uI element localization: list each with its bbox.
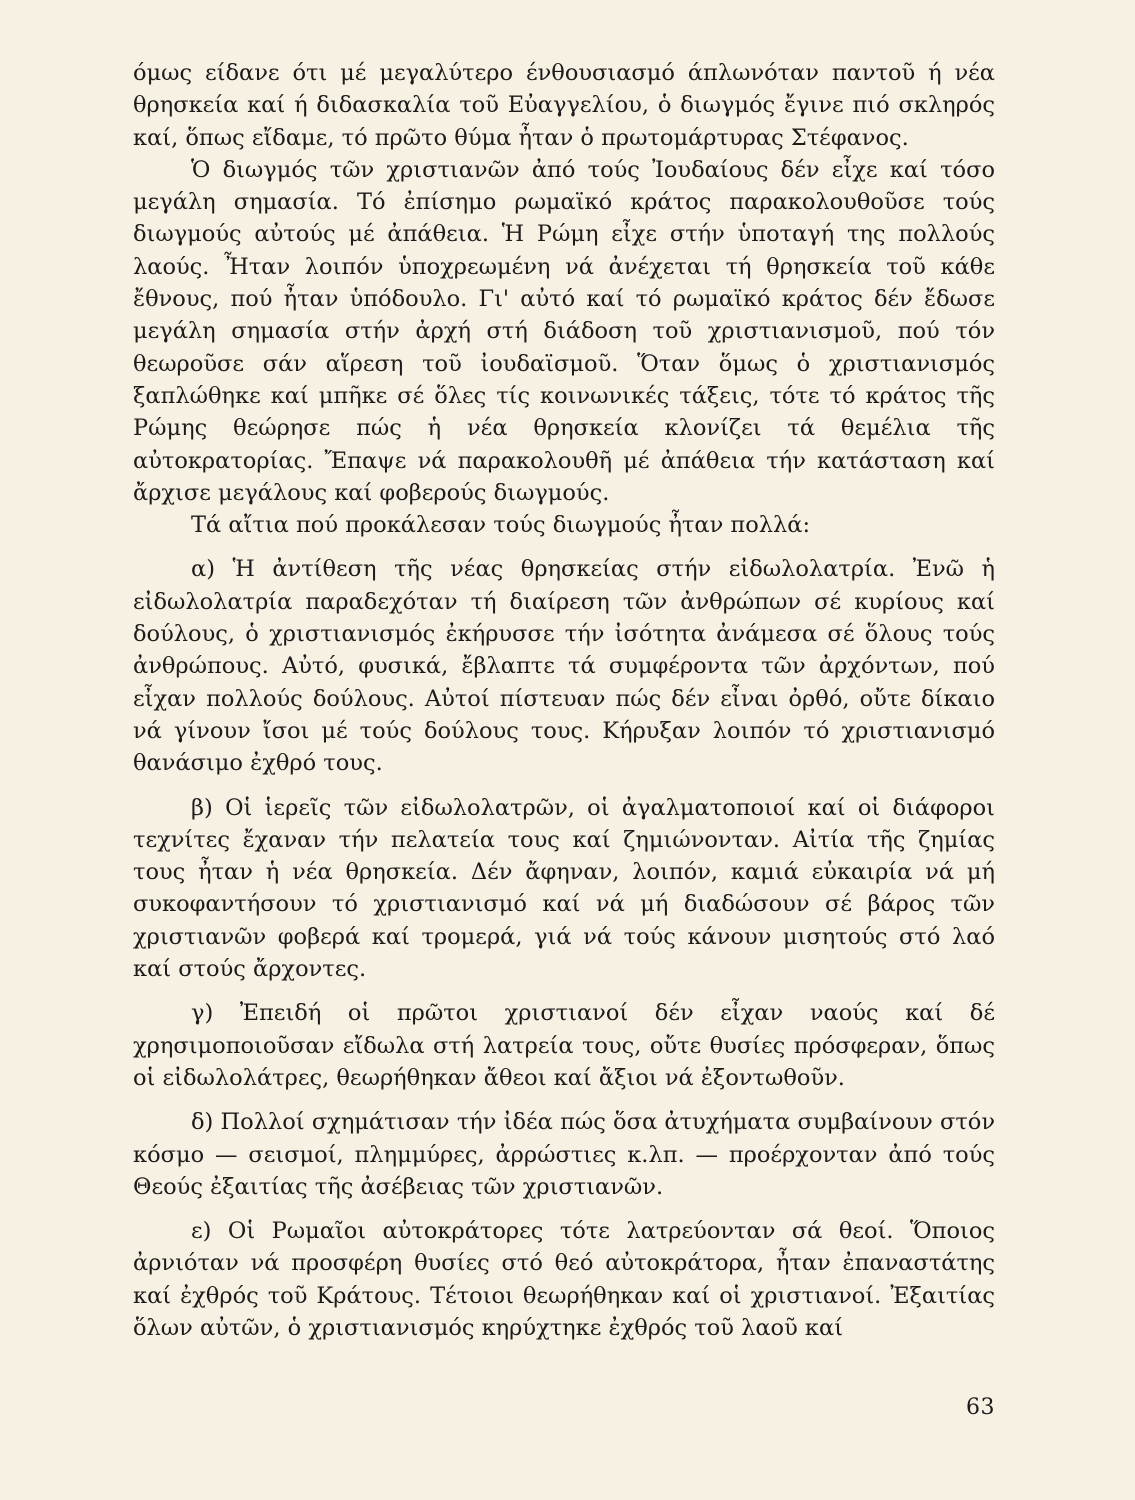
paragraph-cause-a: α) Ἡ ἀντίθεση τῆς νέας θρησκείας στήν εἰδωλολατρία. Ἐνῶ ἡ εἰδωλολατρία παραδεχόταν τή διαίρεση τῶν ἀνθρώπων σέ κυρίους καί δούλους, ὁ χριστιανισμός ἐκήρυσσε τήν ἰσότητα ἀνάμεσα σέ ὅλους τούς ἀνθρώπους. Αὐτό, φυσικά, ἔβλαπτε τά συμφέροντα τῶν ἀρχόντων, πού εἶχαν πολλούς δούλους. Αὐτοί πίστευαν πώς δέν εἶναι ὀρθό, οὔτε δίκαιο νά γίνουν ἴσοι μέ τούς δούλους τους. Κήρυξαν λοιπόν τό χριστιανισμό θανάσιμο ἐχθρό τους. xyxy=(133,556,995,777)
page-body xyxy=(133,57,995,1344)
paragraph-roman-indifference: Ὁ διωγμός τῶν χριστιανῶν ἀπό τούς Ἰουδαίους δέν εἶχε καί τόσο μεγάλη σημασία. Τό ἐπίσημο ρωμαϊκό κράτος παρακολουθοῦσε τούς διωγμούς αὐτούς μέ ἀπάθεια. Ἡ Ρώμη εἶχε στήν ὑποταγή της πολλούς λαούς. Ἦταν λοιπόν ὑποχρεωμένη νά ἀνέχεται τή θρησκεία τοῦ κάθε ἔθνους, πού ἦταν ὑπόδουλο. Γι' αὐτό καί τό ρωμαϊκό κράτος δέν ἔδωσε μεγάλη σημασία στήν ἀρχή στή διάδοση τοῦ χριστιανισμοῦ, πού τόν θεωροῦσε σάν αἵρεση τοῦ ἰουδαϊσμοῦ. Ὅταν ὅμως ὁ χριστιανισμός ξαπλώθηκε καί μπῆκε σέ ὅλες τίς κοινωνικές τάξεις, τότε τό κράτος τῆς Ρώμης θεώρησε πώς ἡ νέα θρησκεία κλονίζει τά θεμέλια τῆς αὐτοκρατορίας. Ἔπαψε νά παρακολουθῆ μέ ἀπάθεια τήν κατάσταση καί ἄρχισε μεγάλους καί φοβερούς διωγμούς. xyxy=(133,156,995,506)
paragraph-cause-b: β) Οἱ ἱερεῖς τῶν εἰδωλολατρῶν, οἱ ἀγαλματοποιοί καί οἱ διάφοροι τεχνίτες ἔχαναν τήν πελατεία τους καί ζημιώνονταν. Αἰτία τῆς ζημίας τους ἦταν ἡ νέα θρησκεία. Δέν ἄφηναν, λοιπόν, καμιά εὐκαιρία νά μή συκοφαντήσουν τό χριστιανισμό καί νά μή διαδώσουν σέ βάρος τῶν χριστιανῶν φοβερά καί τρομερά, γιά νά τούς κάνουν μισητούς στό λαό καί στούς ἄρχοντες. xyxy=(133,794,995,983)
paragraph-causes-intro: Τά αἴτια πού προκάλεσαν τούς διωγμούς ἦταν πολλά: xyxy=(191,512,811,539)
paragraph-cause-d: δ) Πολλοί σχημάτισαν τήν ἰδέα πώς ὅσα ἀτυχήματα συμβαίνουν στόν κόσμο — σεισμοί, πλημμύρες, ἀρρώστιες κ.λπ. — προέρχονταν ἀπό τούς Θεούς ἐξαιτίας τῆς ἀσέβειας τῶν χριστιανῶν. xyxy=(133,1109,995,1200)
paragraph-continuation: όμως είδανε ότι μέ μεγαλύτερο ένθουσιασμό άπλωνόταν παντοῦ ή νέα θρησκεία καί ή διδασκαλία τοῦ Εὐαγγελίου, ὁ διωγμός ἔγινε πιό σκληρός καί, ὅπως εἴδαμε, τό πρῶτο θύμα ἦταν ὁ πρωτομάρτυρας Στέφανος. xyxy=(133,60,995,151)
paragraph-cause-c: γ) Ἐπειδή οἱ πρῶτοι χριστιανοί δέν εἶχαν ναούς καί δέ χρησιμοποιοῦσαν εἴδωλα στή λατρεία τους, οὔτε θυσίες πρόσφεραν, ὅπως οἱ εἰδωλολάτρες, θεωρήθηκαν ἄθεοι καί ἄξιοι νά ἐξοντωθοῦν. xyxy=(133,1000,995,1091)
page-number: 63 xyxy=(966,1395,995,1420)
paragraph-cause-e: ε) Οἱ Ρωμαῖοι αὐτοκράτορες τότε λατρεύονταν σά θεοί. Ὅποιος ἀρνιόταν νά προσφέρη θυσίες στό θεό αὐτοκράτορα, ἦταν ἐπαναστάτης καί ἐχθρός τοῦ Κράτους. Τέτοιοι θεωρήθηκαν καί οἱ χριστιανοί. Ἐξαιτίας ὅλων αὐτῶν, ὁ χριστιανισμός κηρύχτηκε ἐχθρός τοῦ λαοῦ καί xyxy=(133,1218,995,1341)
